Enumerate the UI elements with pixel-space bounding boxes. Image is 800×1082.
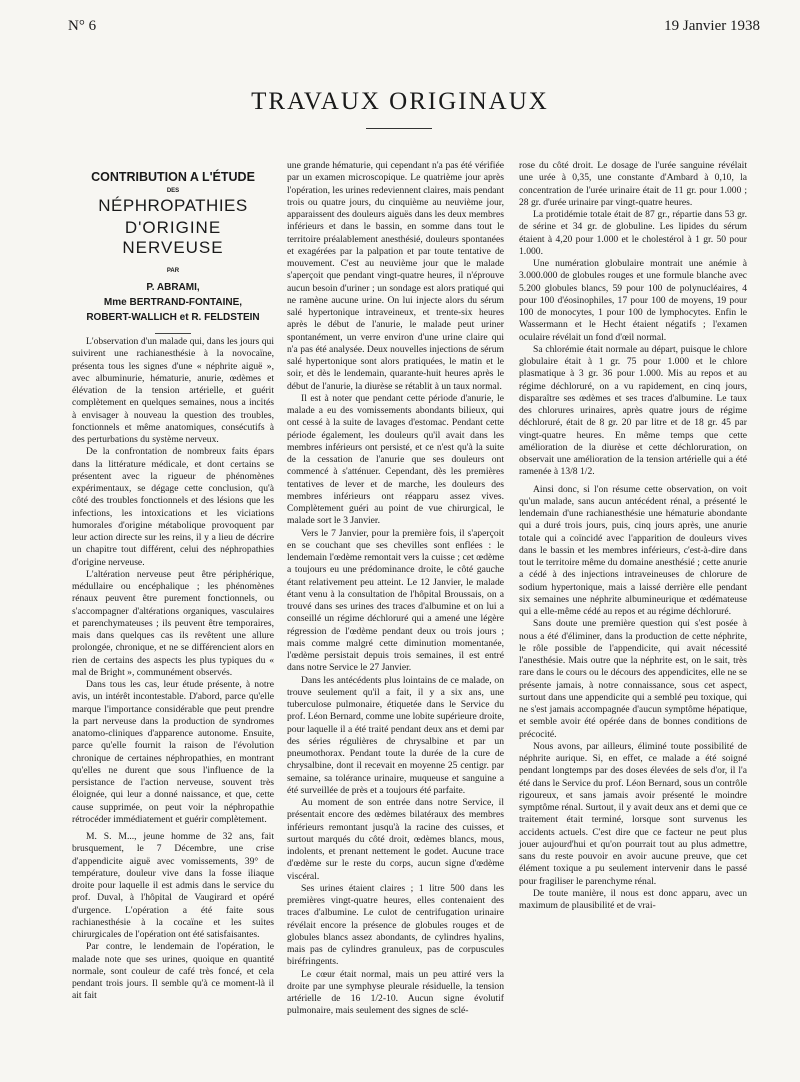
column-3: [519, 160, 747, 912]
paragraph: Il est à noter que pendant cette période d'anurie, le malade a eu des vomissements abondants bilieux, qui ont cessé à la suite de lavages d'estomac. Pendant cette période également, les douleurs qu'il avait dans les membres inférieurs ont persisté, et ce n'est qu'à la suite de la cessation de l'anurie que ses douleurs ont commencé à s'atténuer. Cependant, dès les premières tentatives de lever et de marche, les douleurs des membres inférieurs ont réapparu assez vives. Complètement guéri au point de vue chirurgical, le malade sort le 3 Janvier.: [287, 392, 504, 527]
author-wallich-feldstein: ROBERT-WALLICH et R. FELDSTEIN: [86, 312, 260, 323]
issue-number: N° 6: [68, 18, 97, 34]
paragraph: Par contre, le lendemain de l'opération, le malade note que ses urines, quoique en quantité normale, sont couleur de café très foncé, et cela pendant trois jours. Il semble qu'à ce moment-là il ait fait: [72, 941, 274, 1002]
paragraph: Nous avons, par ailleurs, éliminé toute possibilité de néphrite aurique. Si, en effet, ce malade a été soigné pendant longtemps par des doses élevées de sels d'or, il l'a été dans le Service du prof. Léon Bernard, sous un contrôle rigoureux, et sans jamais avoir présenté le moindre symptôme rénal. Surtout, il y avait deux ans et demi que ce traitement était terminé, lorsque sont survenus les accidents actuels. C'est dire que ce facteur ne peut plus jouer aujourd'hui et qu'on pourrait tout au plus admettre, sans du reste pouvoir en avoir aucune preuve, que cet élément toxique a pu seulement intervenir dans le passé pour fragiliser le parenchyme rénal.: [519, 740, 747, 887]
paragraph: Dans tous les cas, leur étude présente, à notre avis, un intérêt incontestable. D'abord, parce qu'elle marque l'importance considérable que peut prendre la part nerveuse dans la production de syndromes anatomo-cliniques d'apparence autonome. Ensuite, parce qu'elle fournit la raison de l'évolution chronique de certaines néphropathies, en montrant qu'elles ne durent que sous l'influence de la persistance de l'action nerveuse, souvent très éloignée, qui leur a donné naissance, et que, cette cause supprimée, on peut voir la néphropathie rétrocéder immédiatement et guérir complètement.: [72, 679, 274, 825]
paragraph: une grande hématurie, qui cependant n'a pas été vérifiée par un examen microscopique. Le quatrième jour après l'opération, les urines redeviennent claires, mais pendant trois ou quatre jours, du cinquième au neuvième jour, apparaissent des douleurs aiguës dans les deux membres inférieurs et dans le bassin, en somme dans tout le territoire préalablement anesthésié, douleurs spontanées et exagérées par la palpation et par toute tentative de mouvement. C'est au neuvième jour que le malade s'aperçoit que pendant vingt-quatre heures, il n'éprouve aucun besoin d'uriner ; un sondage est alors pratiqué qui ne ramène aucune urine. On lui injecte alors du sérum salé hypertonique intraveineux, et trente-six heures après le début de l'anurie, le malade peut uriner spontanément, un verre environ d'une urine claire qui n'a pas été analysée. Deux nouvelles injections de sérum salé hypertonique sont alors pratiquées, le matin et le soir, et dès le lendemain, quarante-huit heures après le début de l'anurie, la diurèse se rétablit à un taux normal.: [287, 160, 504, 392]
paragraph: Dans les antécédents plus lointains de ce malade, on trouve seulement qu'il a fait, il y a six ans, une tuberculose pulmonaire, étiquetée dans le Service du prof. Léon Bernard, comme une lobite supérieure droite, pour laquelle il a été traité pendant deux ans et demi par des séries régulières de chrysalbine et par un pneumothorax. Pendant toute la durée de la cure de chrysalbine, dont il recevait en moyenne 25 centigr. par semaine, sa tolérance urinaire, muqueuse et sanguine a été surveillée de près et a toujours été parfaite.: [287, 674, 504, 796]
column-1: [72, 336, 274, 1003]
page-header: [68, 18, 760, 38]
paragraph: Vers le 7 Janvier, pour la première fois, il s'aperçoit en se couchant que ses chevilles sont enflées : le lendemain l'œdème remontait vers la cuisse ; cet œdème a toujours eu une prédominance droite, le côté gauche étant relativement peu atteint. Le 12 Janvier, le malade étant venu à la consultation de l'hôpital Broussais, on a trouvé dans ses urines des traces d'albumine et on lui a conseillé un régime déchloruré qui a amené une légère régression de l'œdème pendant deux ou trois jours ; mais comme malgré cette diminution momentanée, l'œdème persistait depuis trois semaines, il est entré dans notre Service le 27 Janvier.: [287, 527, 504, 674]
paragraph: De la confrontation de nombreux faits épars dans la littérature médicale, et dont certains se présentent avec la rigueur de phénomènes expérimentaux, se dégage cette conclusion, qu'à côté des troubles fonctionnels et des lésions que les infections, les intoxications et les viciations humorales d'origine métabolique provoquent par leur action directe sur les reins, il y a lieu de décrire un chapitre tout différent, celui des néphropathies d'origine nerveuse.: [72, 446, 274, 568]
article-par: PAR: [166, 268, 180, 274]
paragraph: rose du côté droit. Le dosage de l'urée sanguine révélait une urée à 0,35, une constante d'Ambard à 0,10, la concentration de l'urée urinaire était de 11 gr. pour 1.000 ; 28 gr. d'urée urinaire par vingt-quatre heures.: [519, 160, 747, 208]
summary-paragraph: Ainsi donc, si l'on résume cette observation, on voit qu'un malade, sans aucun antécédent rénal, a présenté le lendemain d'une rachianesthésie une hématurie abondante qui a duré trois jours, puis, cinq jours après, une anurie totale qui a coïncidé avec l'apparition de douleurs vives dans le bassin et les membres inférieurs, c'est-à-dire dans tout le territoire même du domaine anesthésié ; cette anurie a cédé à des injections intraveineuses de chlorure de sodium hypertonique, mais a laissé derrière elle pendant six semaines une néphrite albumineurique et œdémateuse qui a elle-même cédé au repos et au régime déchloruré.: [519, 483, 747, 617]
paragraph: L'observation d'un malade qui, dans les jours qui suivirent une rachianesthésie à la novocaïne, présenta tous les signes d'une « néphrite aiguë », avec albuminurie, hématurie, anurie, œdèmes et élévation de la tension artérielle, et guérit complètement en quelques semaines, nous a incités à envisager à nouveau la question des troubles, fonctionnels et même anatomiques, consécutifs à des perturbations du système nerveux.: [72, 336, 274, 445]
title-divider: [155, 333, 191, 334]
paragraph: Au moment de son entrée dans notre Service, il présentait encore des œdèmes bilatéraux des membres inférieurs remontant jusqu'à la racine des cuisses, et surtout marqués du côté droit, œdèmes blancs, mous, indolents, et prenant nettement le godet. Aucune trace d'œdème sur le reste du corps, aucun signe d'œdème viscéral.: [287, 797, 504, 882]
article-title-line-2: NÉPHROPATHIES: [98, 196, 248, 215]
paragraph: Sans doute une première question qui s'est posée à nous a été d'éliminer, dans la production de cette néphrite, le rôle possible de l'appendicite, qui avait nécessité l'anesthésie. Mais outre que la néphrite est, on le sait, très rare dans le cours ou le décours des appendicites, elle ne se présente jamais, à notre connaissance, sous cet aspect, surtout dans une appendicite qui a semblé peu toxique, qui ne s'est jamais accompagnée d'aucun symptôme hépatique, et semble avoir été opérée dans de bonnes conditions de précocité.: [519, 618, 747, 740]
author-bertrand-fontaine: Mme BERTRAND-FONTAINE,: [103, 297, 243, 308]
paragraph: Sa chlorémie était normale au départ, puisque le chlore globulaire était à 1 gr. 75 pour 1.000 et le chlore plasmatique à 3 gr. 36 pour 1.000. Mis au repos et au régime déchloruré, on a vu rapidement, en cinq jours, disparaître ses œdèmes et ses traces d'albumine. Le taux des chlorures urinaires, après quatre jours de régime déchloruré, était de 8 gr. 20 par litre et de 18 gr. 45 par vingt-quatre heures. En même temps que cette amélioration de la diurèse et cette déchloruration, on observait une amélioration de la tension artérielle qui a été ramenée à 13/8 1/2.: [519, 343, 747, 478]
column-2: [287, 160, 504, 1018]
paragraph: De toute manière, il nous est donc apparu, avec un maximum de plausibilité et de vrai-: [519, 887, 747, 911]
section-title: TRAVAUX ORIGINAUX: [251, 88, 549, 115]
paragraph: Le cœur était normal, mais un peu attiré vers la droite par une symphyse pleurale résiduelle, la tension artérielle de 16 1/2-10. Aucun signe évolutif pulmonaire, mais seulement des signes de sclé-: [287, 968, 504, 1017]
section-divider: [366, 128, 432, 129]
article-title-line-3: D'ORIGINE NERVEUSE: [122, 218, 224, 257]
article-title-des: DES: [166, 188, 180, 194]
paragraph: Ses urines étaient claires ; 1 litre 500 dans les premières vingt-quatre heures, elles contenaient des traces d'albumine. Le culot de centrifugation urinaire révélait encore la présence de globules rouges et de globules blancs assez abondants, de cylindres hyalins, mais pas de cylindres granuleux, pas de corpuscules biréfringents.: [287, 882, 504, 968]
article-heading: [72, 170, 274, 334]
issue-date: 19 Janvier 1938: [664, 18, 760, 34]
author-abrami: P. ABRAMI,: [146, 282, 200, 293]
paragraph: Une numération globulaire montrait une anémie à 3.000.000 de globules rouges et une formule blanche avec 5.200 globules blancs, 59 pour 100 de polynucléaires, 4 pour 100 d'éosinophiles, 17 pour 100 de moyens, 19 pour 100 de monocytes, 1 pour 100 de lymphocytes. Enfin le Wassermann et le Hecht étaient négatifs ; l'examen oculaire révélait un fond d'œil normal.: [519, 258, 747, 343]
paragraph: L'altération nerveuse peut être périphérique, médullaire ou encéphalique ; les phénomènes rénaux peuvent être purement fonctionnels, ou s'accompagner d'altérations organiques, vasculaires et parenchymateuses ; ils peuvent être temporaires, mais dans quelques cas ils revêtent une allure prolongée, chronique, et ne se différencient alors en rien de certains des aspects les plus typiques du « mal de Bright », communément observés.: [72, 568, 274, 678]
article-title-line-1: CONTRIBUTION A L'ÉTUDE: [91, 170, 255, 184]
paragraph: M. S. M..., jeune homme de 32 ans, fait brusquement, le 7 Décembre, une crise d'appendicite aiguë avec vomissements, 39° de température, douleur vive dans la fosse iliaque droite pour laquelle il est admis dans le service du prof. Duval, à l'hôpital de Vaugirard et opéré d'urgence. L'opération a été faite sous rachianesthésie à la cocaïne et les suites chirurgicales de l'opération ont été satisfaisantes.: [72, 831, 274, 940]
paragraph: La protidémie totale était de 87 gr., répartie dans 53 gr. de sérine et 34 gr. de globuline. Les lipides du sérum étaient à 4,20 pour 1.000 et le cholestérol à 1 gr. 50 pour 1.000.: [519, 209, 747, 257]
